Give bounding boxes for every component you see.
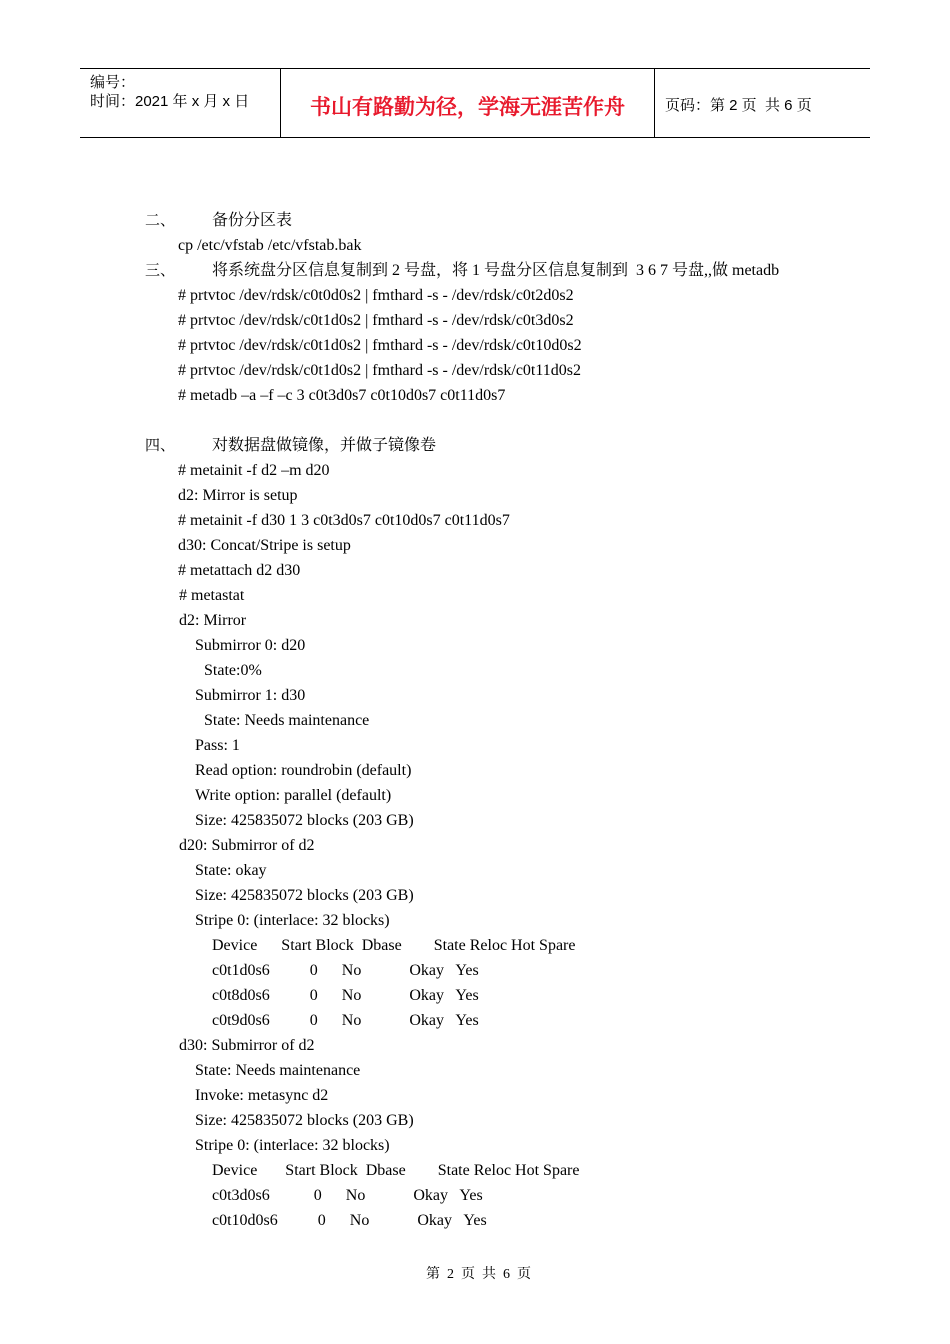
output-line: Write option: parallel (default) — [195, 787, 392, 804]
table-row: c0t3d0s6 0 No Okay Yes — [212, 1187, 483, 1204]
output-line: State: Needs maintenance — [195, 1062, 361, 1079]
output-line: Size: 425835072 blocks (203 GB) — [195, 812, 414, 829]
output-line: Stripe 0: (interlace: 32 blocks) — [195, 1137, 390, 1154]
command-line: # prtvtoc /dev/rdsk/c0t0d0s2 | fmthard -s - /dev/rdsk/c0t2d0s2 — [178, 287, 574, 304]
output-line: State:0% — [204, 662, 262, 679]
section-title: 备份分区表 — [212, 212, 293, 229]
output-line: d30: Submirror of d2 — [179, 1037, 315, 1054]
section-number: 四、 — [145, 438, 176, 454]
table-row: c0t8d0s6 0 No Okay Yes — [212, 987, 479, 1004]
table-row: c0t10d0s6 0 No Okay Yes — [212, 1212, 487, 1229]
section-number: 三、 — [145, 263, 176, 279]
output-line: d20: Submirror of d2 — [179, 837, 315, 854]
section-number: 二、 — [145, 213, 176, 229]
table-row: c0t9d0s6 0 No Okay Yes — [212, 1012, 479, 1029]
output-line: Pass: 1 — [195, 737, 240, 754]
output-line: d30: Concat/Stripe is setup — [178, 537, 351, 554]
output-line: State: Needs maintenance — [204, 712, 370, 729]
header-page-info: 页码：第 2 页 共 6 页 — [665, 97, 812, 114]
table-header-row: Device Start Block Dbase State Reloc Hot Spare — [212, 1162, 580, 1179]
command-line: # metainit -f d2 –m d20 — [178, 462, 330, 479]
output-line: State: okay — [195, 862, 267, 879]
table-header-row: Device Start Block Dbase State Reloc Hot Spare — [212, 937, 576, 954]
header-meta-cell — [80, 69, 281, 137]
command-line: # metadb –a –f –c 3 c0t3d0s7 c0t10d0s7 c0t11d0s7 — [178, 387, 506, 404]
output-line: Submirror 1: d30 — [195, 687, 306, 704]
command-line: cp /etc/vfstab /etc/vfstab.bak — [178, 237, 362, 254]
table-row: c0t1d0s6 0 No Okay Yes — [212, 962, 479, 979]
command-line: # prtvtoc /dev/rdsk/c0t1d0s2 | fmthard -s - /dev/rdsk/c0t3d0s2 — [178, 312, 574, 329]
document-date: 时间：2021 年 x 月 x 日 — [90, 93, 250, 110]
output-line: Stripe 0: (interlace: 32 blocks) — [195, 912, 390, 929]
command-line: # metastat — [179, 587, 245, 604]
header-motto: 书山有路勤为径，学海无涯苦作舟 — [310, 95, 625, 119]
output-line: Size: 425835072 blocks (203 GB) — [195, 1112, 414, 1129]
output-line: d2: Mirror is setup — [178, 487, 298, 504]
page-header — [80, 68, 870, 138]
header-page-cell — [655, 69, 870, 137]
output-line: Submirror 0: d20 — [195, 637, 306, 654]
footer-page-number: 第 2 页 共 6 页 — [426, 1267, 531, 1282]
document-number-label: 编号： — [90, 74, 136, 91]
output-line: Size: 425835072 blocks (203 GB) — [195, 887, 414, 904]
section-title: 对数据盘做镜像，并做子镜像卷 — [212, 437, 437, 454]
page-footer — [0, 1247, 950, 1283]
command-line: # metainit -f d30 1 3 c0t3d0s7 c0t10d0s7 c0t11d0s7 — [178, 512, 510, 529]
command-line: # prtvtoc /dev/rdsk/c0t1d0s2 | fmthard -s - /dev/rdsk/c0t10d0s2 — [178, 337, 582, 354]
output-line: d2: Mirror — [179, 612, 247, 629]
section-title: 将系统盘分区信息复制到 2 号盘，将 1 号盘分区信息复制到 3 6 7 号盘,,做 metadb — [212, 262, 780, 279]
command-line: # prtvtoc /dev/rdsk/c0t1d0s2 | fmthard -s - /dev/rdsk/c0t11d0s2 — [178, 362, 581, 379]
output-line: Invoke: metasync d2 — [195, 1087, 329, 1104]
output-line: Read option: roundrobin (default) — [195, 762, 412, 779]
command-line: # metattach d2 d30 — [178, 562, 301, 579]
header-motto-cell — [281, 69, 655, 137]
